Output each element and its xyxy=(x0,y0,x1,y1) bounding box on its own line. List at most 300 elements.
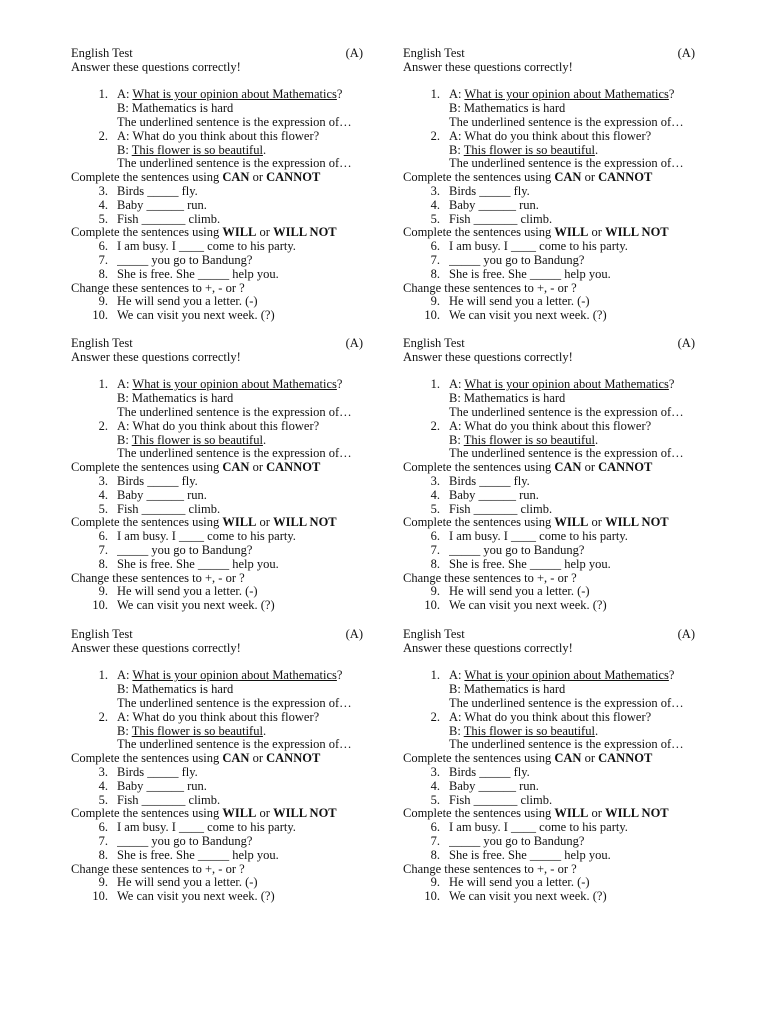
question-number: 1. xyxy=(98,668,108,683)
section-text: or xyxy=(588,226,606,240)
section-text: Complete the sentences using xyxy=(71,807,223,821)
question-item xyxy=(403,503,695,517)
question-text: I am busy. I ____ come to his party. xyxy=(449,530,628,544)
keyword: WILL xyxy=(222,516,257,530)
section-heading-change: Change these sentences to +, - or ? xyxy=(403,571,577,585)
speaker-a: A: What do you think about this flower? xyxy=(117,710,320,724)
test-header xyxy=(403,47,695,61)
question-text: Fish _______ climb. xyxy=(117,502,221,516)
keyword: CANNOT xyxy=(598,461,653,475)
speaker-a: A: What do you think about this flower? xyxy=(449,419,652,433)
question-item xyxy=(403,544,695,558)
underlined-expression: What is your opinion about Mathematics xyxy=(464,378,669,392)
question-item xyxy=(403,199,695,213)
test-header xyxy=(403,628,695,642)
question-item xyxy=(403,766,695,780)
question-line xyxy=(71,434,363,448)
section-text: or xyxy=(588,516,606,530)
question-text xyxy=(449,378,695,392)
question-text: She is free. She _____ help you. xyxy=(117,848,279,862)
question-number: 6. xyxy=(430,820,440,835)
underlined-expression: This flower is so beautiful xyxy=(131,724,263,738)
question-note: The underlined sentence is the expression of… xyxy=(449,405,684,419)
test-copy-5 xyxy=(71,628,363,904)
test-code: (A) xyxy=(677,628,695,641)
test-title: English Test xyxy=(71,337,133,350)
question-item xyxy=(71,821,363,835)
test-title: English Test xyxy=(403,337,465,350)
question-text xyxy=(117,725,363,739)
section-text: Complete the sentences using xyxy=(403,516,555,530)
section-text: or xyxy=(249,171,267,185)
question-number: 8. xyxy=(98,266,108,281)
question-item xyxy=(71,669,363,683)
question-text: Fish _______ climb. xyxy=(117,793,221,807)
test-header xyxy=(71,337,363,351)
question-item xyxy=(403,585,695,599)
question-text: We can visit you next week. (?) xyxy=(117,309,275,323)
spacer xyxy=(403,365,695,379)
question-number: 1. xyxy=(430,87,440,102)
question-number: 3. xyxy=(98,764,108,779)
question-text xyxy=(449,725,695,739)
question-text: He will send you a letter. (-) xyxy=(117,295,258,309)
question-text: _____ you go to Bandung? xyxy=(449,543,585,557)
keyword: WILL xyxy=(222,226,257,240)
question-number: 3. xyxy=(430,764,440,779)
punctuation: ? xyxy=(668,88,675,102)
test-title: English Test xyxy=(403,628,465,641)
section-heading-can xyxy=(403,752,695,766)
question-text: I am busy. I ____ come to his party. xyxy=(117,821,296,835)
section-heading-change: Change these sentences to +, - or ? xyxy=(71,281,245,295)
question-number: 7. xyxy=(430,252,440,267)
question-item xyxy=(71,378,363,392)
question-item xyxy=(71,295,363,309)
question-number: 8. xyxy=(430,556,440,571)
question-number: 3. xyxy=(98,473,108,488)
question-item xyxy=(403,669,695,683)
test-code: (A) xyxy=(677,337,695,350)
section-heading-will xyxy=(403,516,695,530)
question-number: 2. xyxy=(430,709,440,724)
question-item xyxy=(71,558,363,572)
question-number: 7. xyxy=(98,252,108,267)
question-number: 5. xyxy=(430,501,440,516)
instruction: Answer these questions correctly! xyxy=(71,60,241,74)
keyword: CANNOT xyxy=(266,461,321,475)
question-text: Fish _______ climb. xyxy=(449,793,553,807)
question-text xyxy=(449,144,695,158)
punctuation: . xyxy=(594,143,599,157)
speaker-b: B: xyxy=(117,724,132,738)
question-item xyxy=(71,420,363,434)
speaker-a: A: What do you think about this flower? xyxy=(117,419,320,433)
section-text: or xyxy=(588,807,606,821)
question-item xyxy=(71,766,363,780)
question-line xyxy=(403,697,695,711)
question-number: 4. xyxy=(98,487,108,502)
question-number: 9. xyxy=(430,584,440,599)
section-text: Complete the sentences using xyxy=(403,171,555,185)
question-item xyxy=(71,254,363,268)
question-item xyxy=(71,794,363,808)
keyword: CAN xyxy=(554,171,582,185)
question-text: We can visit you next week. (?) xyxy=(449,309,607,323)
question-item xyxy=(71,890,363,904)
speaker-a: A: xyxy=(449,669,465,683)
section-heading-can xyxy=(403,171,695,185)
question-text: Birds _____ fly. xyxy=(449,765,530,779)
question-number: 9. xyxy=(430,875,440,890)
question-number: 9. xyxy=(98,294,108,309)
punctuation: ? xyxy=(668,378,675,392)
question-text: He will send you a letter. (-) xyxy=(449,585,590,599)
question-number: 2. xyxy=(430,128,440,143)
question-item xyxy=(71,213,363,227)
question-number: 2. xyxy=(98,128,108,143)
question-text: _____ you go to Bandung? xyxy=(449,253,585,267)
question-note: The underlined sentence is the expression of… xyxy=(117,696,352,710)
question-item xyxy=(71,309,363,323)
question-number: 6. xyxy=(430,529,440,544)
underlined-expression: This flower is so beautiful xyxy=(463,724,595,738)
question-item xyxy=(403,254,695,268)
section-text: or xyxy=(249,461,267,475)
question-number: 10. xyxy=(92,889,108,904)
speaker-b: B: Mathematics is hard xyxy=(117,392,234,406)
question-number: 1. xyxy=(430,668,440,683)
underlined-expression: This flower is so beautiful xyxy=(463,143,595,157)
test-title: English Test xyxy=(71,628,133,641)
question-text: I am busy. I ____ come to his party. xyxy=(449,240,628,254)
speaker-a: A: What do you think about this flower? xyxy=(117,129,320,143)
question-number: 10. xyxy=(424,598,440,613)
keyword: WILL xyxy=(554,807,589,821)
question-item xyxy=(403,420,695,434)
question-number: 6. xyxy=(98,820,108,835)
speaker-a: A: xyxy=(117,88,133,102)
underlined-expression: What is your opinion about Mathematics xyxy=(132,669,337,683)
section-heading-will xyxy=(403,226,695,240)
spacer xyxy=(71,365,363,379)
question-number: 7. xyxy=(98,542,108,557)
question-text: He will send you a letter. (-) xyxy=(449,295,590,309)
question-item xyxy=(403,794,695,808)
question-number: 4. xyxy=(98,778,108,793)
question-line xyxy=(71,683,363,697)
keyword: WILL NOT xyxy=(605,516,669,530)
question-number: 4. xyxy=(430,487,440,502)
question-line xyxy=(403,392,695,406)
test-title: English Test xyxy=(403,47,465,60)
question-number: 10. xyxy=(92,598,108,613)
question-item xyxy=(403,780,695,794)
section-heading-can xyxy=(71,752,363,766)
test-copy-4 xyxy=(403,337,695,613)
question-item xyxy=(403,530,695,544)
section-heading-change: Change these sentences to +, - or ? xyxy=(403,862,577,876)
question-text: Baby ______ run. xyxy=(117,488,207,502)
question-item xyxy=(71,503,363,517)
punctuation: . xyxy=(262,724,267,738)
speaker-b: B: Mathematics is hard xyxy=(117,683,234,697)
question-item xyxy=(403,130,695,144)
question-number: 1. xyxy=(98,377,108,392)
speaker-a: A: xyxy=(449,378,465,392)
question-text: I am busy. I ____ come to his party. xyxy=(117,530,296,544)
question-text: _____ you go to Bandung? xyxy=(449,834,585,848)
question-number: 10. xyxy=(92,308,108,323)
speaker-b: B: xyxy=(449,433,464,447)
question-number: 2. xyxy=(430,418,440,433)
question-text: She is free. She _____ help you. xyxy=(117,557,279,571)
speaker-b: B: Mathematics is hard xyxy=(449,102,566,116)
question-item xyxy=(403,876,695,890)
question-line xyxy=(403,116,695,130)
question-number: 9. xyxy=(98,875,108,890)
question-item xyxy=(71,530,363,544)
underlined-expression: What is your opinion about Mathematics xyxy=(132,88,337,102)
section-heading-can xyxy=(71,461,363,475)
keyword: CAN xyxy=(554,752,582,766)
keyword: WILL xyxy=(222,807,257,821)
question-number: 9. xyxy=(430,294,440,309)
keyword: WILL xyxy=(554,226,589,240)
section-text: or xyxy=(249,752,267,766)
test-title: English Test xyxy=(71,47,133,60)
question-text: _____ you go to Bandung? xyxy=(117,253,253,267)
speaker-a: A: xyxy=(449,88,465,102)
speaker-b: B: xyxy=(117,433,132,447)
question-item xyxy=(71,711,363,725)
question-number: 6. xyxy=(430,239,440,254)
question-number: 8. xyxy=(430,847,440,862)
punctuation: ? xyxy=(336,378,343,392)
keyword: CANNOT xyxy=(598,171,653,185)
question-number: 1. xyxy=(98,87,108,102)
test-copy-2 xyxy=(403,47,695,323)
question-number: 5. xyxy=(430,792,440,807)
question-text xyxy=(117,88,363,102)
question-number: 7. xyxy=(430,833,440,848)
question-text: She is free. She _____ help you. xyxy=(449,848,611,862)
keyword: CAN xyxy=(222,461,250,475)
instruction: Answer these questions correctly! xyxy=(403,350,573,364)
question-item xyxy=(71,876,363,890)
section-text: Complete the sentences using xyxy=(403,226,555,240)
question-item xyxy=(403,309,695,323)
question-line xyxy=(71,102,363,116)
question-item xyxy=(403,378,695,392)
question-item xyxy=(403,821,695,835)
instruction: Answer these questions correctly! xyxy=(403,60,573,74)
keyword: CAN xyxy=(222,752,250,766)
question-note: The underlined sentence is the expression of… xyxy=(449,447,684,461)
question-text xyxy=(449,669,695,683)
underlined-expression: What is your opinion about Mathematics xyxy=(464,669,669,683)
keyword: WILL xyxy=(554,516,589,530)
question-number: 2. xyxy=(98,709,108,724)
section-text: or xyxy=(581,752,599,766)
question-note: The underlined sentence is the expression of… xyxy=(117,405,352,419)
question-text xyxy=(117,669,363,683)
question-text: Fish _______ climb. xyxy=(449,502,553,516)
question-text xyxy=(117,434,363,448)
keyword: CAN xyxy=(222,171,250,185)
question-item xyxy=(71,199,363,213)
question-item xyxy=(71,585,363,599)
section-heading-will xyxy=(71,807,363,821)
question-text: We can visit you next week. (?) xyxy=(117,599,275,613)
instruction: Answer these questions correctly! xyxy=(71,641,241,655)
question-text: _____ you go to Bandung? xyxy=(117,834,253,848)
punctuation: . xyxy=(594,433,599,447)
question-line xyxy=(403,725,695,739)
punctuation: ? xyxy=(336,669,343,683)
keyword: CANNOT xyxy=(598,752,653,766)
question-item xyxy=(403,88,695,102)
speaker-b: B: Mathematics is hard xyxy=(117,102,234,116)
section-text: or xyxy=(256,226,274,240)
question-line xyxy=(403,157,695,171)
section-heading-can xyxy=(403,461,695,475)
question-line xyxy=(71,157,363,171)
question-number: 7. xyxy=(98,833,108,848)
question-line xyxy=(403,144,695,158)
test-header xyxy=(403,337,695,351)
question-number: 10. xyxy=(424,308,440,323)
section-heading-change: Change these sentences to +, - or ? xyxy=(71,862,245,876)
question-text: We can visit you next week. (?) xyxy=(449,599,607,613)
question-line xyxy=(71,116,363,130)
question-item xyxy=(71,544,363,558)
test-copy-1 xyxy=(71,47,363,323)
question-line xyxy=(71,406,363,420)
question-item xyxy=(71,268,363,282)
test-copy-6 xyxy=(403,628,695,904)
question-text: Birds _____ fly. xyxy=(117,184,198,198)
spacer xyxy=(71,656,363,670)
question-text: He will send you a letter. (-) xyxy=(117,876,258,890)
spacer xyxy=(403,75,695,89)
question-number: 8. xyxy=(430,266,440,281)
question-text: Baby ______ run. xyxy=(117,779,207,793)
speaker-a: A: xyxy=(117,378,133,392)
speaker-b: B: xyxy=(117,143,132,157)
speaker-a: A: What do you think about this flower? xyxy=(449,129,652,143)
question-line xyxy=(71,725,363,739)
question-number: 9. xyxy=(98,584,108,599)
question-item xyxy=(403,295,695,309)
question-text: He will send you a letter. (-) xyxy=(117,585,258,599)
question-text xyxy=(449,434,695,448)
section-text: or xyxy=(581,461,599,475)
test-header xyxy=(71,47,363,61)
punctuation: . xyxy=(262,433,267,447)
question-note: The underlined sentence is the expression of… xyxy=(449,738,684,752)
test-copy-3 xyxy=(71,337,363,613)
question-item xyxy=(71,599,363,613)
question-item xyxy=(403,240,695,254)
section-text: Complete the sentences using xyxy=(403,807,555,821)
question-text: We can visit you next week. (?) xyxy=(449,890,607,904)
question-number: 2. xyxy=(98,418,108,433)
question-text: Fish _______ climb. xyxy=(117,212,221,226)
question-line xyxy=(403,738,695,752)
question-item xyxy=(403,599,695,613)
question-note: The underlined sentence is the expression of… xyxy=(117,157,352,171)
question-number: 4. xyxy=(430,778,440,793)
question-text: I am busy. I ____ come to his party. xyxy=(117,240,296,254)
section-heading-change: Change these sentences to +, - or ? xyxy=(71,571,245,585)
section-text: Complete the sentences using xyxy=(71,752,223,766)
question-item xyxy=(71,780,363,794)
question-item xyxy=(403,268,695,282)
question-item xyxy=(403,213,695,227)
question-text: Birds _____ fly. xyxy=(449,184,530,198)
question-text: _____ you go to Bandung? xyxy=(117,543,253,557)
question-item xyxy=(403,890,695,904)
question-item xyxy=(71,489,363,503)
keyword: WILL NOT xyxy=(273,516,337,530)
speaker-b: B: xyxy=(449,724,464,738)
section-text: or xyxy=(256,516,274,530)
question-line xyxy=(71,144,363,158)
punctuation: . xyxy=(594,724,599,738)
speaker-a: A: xyxy=(117,669,133,683)
spacer xyxy=(71,75,363,89)
section-heading-will xyxy=(71,226,363,240)
question-item xyxy=(403,835,695,849)
question-number: 3. xyxy=(430,473,440,488)
question-number: 3. xyxy=(430,183,440,198)
question-line xyxy=(403,406,695,420)
underlined-expression: This flower is so beautiful xyxy=(131,143,263,157)
question-item xyxy=(403,185,695,199)
question-line xyxy=(403,447,695,461)
question-number: 6. xyxy=(98,529,108,544)
question-item xyxy=(403,849,695,863)
keyword: CAN xyxy=(554,461,582,475)
section-text: or xyxy=(581,171,599,185)
question-number: 1. xyxy=(430,377,440,392)
section-heading-will xyxy=(71,516,363,530)
question-text: Baby ______ run. xyxy=(449,198,539,212)
speaker-b: B: Mathematics is hard xyxy=(449,683,566,697)
question-item xyxy=(71,88,363,102)
question-text: Birds _____ fly. xyxy=(117,765,198,779)
speaker-b: B: Mathematics is hard xyxy=(449,392,566,406)
question-number: 8. xyxy=(98,556,108,571)
question-note: The underlined sentence is the expression of… xyxy=(117,447,352,461)
question-text: Baby ______ run. xyxy=(117,198,207,212)
question-number: 5. xyxy=(98,501,108,516)
question-item xyxy=(71,475,363,489)
section-text: or xyxy=(256,807,274,821)
section-text: Complete the sentences using xyxy=(71,516,223,530)
section-heading-change: Change these sentences to +, - or ? xyxy=(403,281,577,295)
punctuation: ? xyxy=(336,88,343,102)
keyword: CANNOT xyxy=(266,171,321,185)
question-item xyxy=(71,185,363,199)
question-number: 3. xyxy=(98,183,108,198)
question-number: 4. xyxy=(98,197,108,212)
question-text: She is free. She _____ help you. xyxy=(449,557,611,571)
question-item xyxy=(71,849,363,863)
question-item xyxy=(403,475,695,489)
question-note: The underlined sentence is the expression of… xyxy=(117,738,352,752)
